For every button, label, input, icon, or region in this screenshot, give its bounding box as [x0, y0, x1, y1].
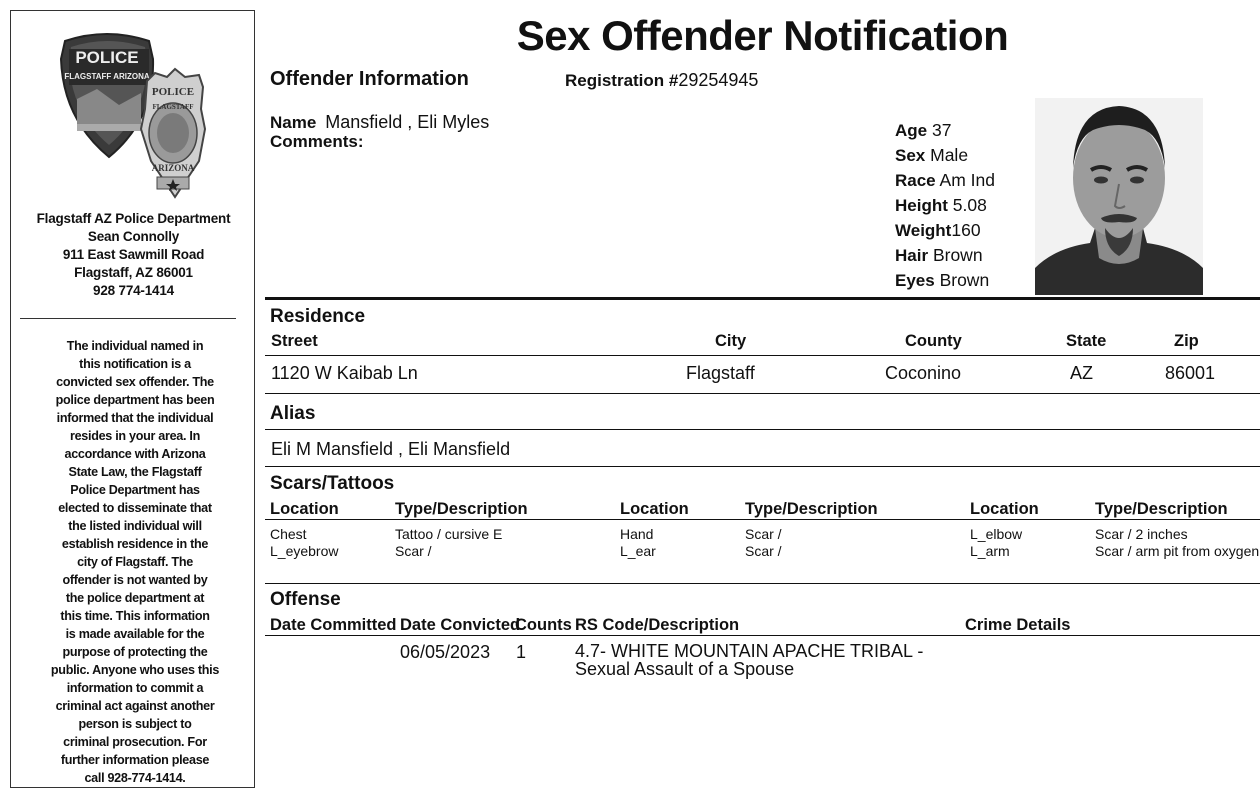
notice-line: the listed individual will — [68, 519, 202, 533]
detail-value: 5.08 — [952, 195, 987, 215]
alias-section-divider — [265, 466, 1260, 467]
offender-name — [270, 112, 489, 133]
notice-line: resides in your area. In — [70, 429, 200, 443]
detail-value: 160 — [951, 220, 981, 240]
sidebar-divider — [20, 318, 236, 319]
offense-date-convicted-header: Date Convicted — [400, 616, 521, 634]
residence-heading: Residence — [270, 306, 366, 327]
alias-value: Eli M Mansfield , Eli Mansfield — [271, 439, 511, 459]
scars-section-divider — [265, 583, 1260, 584]
svg-text:FLAGSTAFF ARIZONA: FLAGSTAFF ARIZONA — [64, 72, 150, 81]
detail-age — [895, 120, 951, 141]
residence-county-header: County — [905, 332, 962, 350]
residence-zip-header: Zip — [1174, 332, 1199, 350]
residence-city: Flagstaff — [686, 363, 755, 383]
scar-location: Chest — [270, 526, 307, 542]
page-title: Sex Offender Notification — [516, 12, 1009, 59]
offense-header-divider — [265, 635, 1260, 636]
residence-zip: 86001 — [1165, 363, 1216, 383]
offender-info-heading: Offender Information — [270, 68, 469, 90]
department-name: Flagstaff AZ Police Department — [36, 211, 231, 226]
scar-description: Scar / — [395, 543, 432, 559]
notice-line: accordance with Arizona — [64, 447, 206, 461]
scars-type-header: Type/Description — [1095, 500, 1228, 518]
residence-section-divider — [265, 393, 1260, 394]
notice-line: establish residence in the — [61, 537, 209, 551]
detail-height — [895, 195, 987, 216]
alias-heading: Alias — [270, 403, 316, 424]
detail-label: Age — [895, 121, 928, 140]
residence-header-divider — [265, 355, 1260, 356]
department-contact — [11, 210, 256, 300]
scar-description: Scar / 2 inches — [1095, 526, 1188, 542]
notice-line: police department has been — [55, 393, 215, 407]
notice-line: informed that the individual — [56, 411, 214, 425]
notice-line: is made available for the — [65, 627, 205, 641]
scar-description: Scar / — [745, 543, 782, 559]
scars-location-header: Location — [970, 500, 1039, 518]
scar-location: L_arm — [970, 543, 1010, 559]
address-line-2: Flagstaff, AZ 86001 — [74, 265, 193, 280]
scar-location: L_ear — [620, 543, 656, 559]
offense-details-header: Crime Details — [965, 616, 1071, 634]
svg-text:POLICE: POLICE — [75, 48, 139, 67]
scars-type-header: Type/Description — [745, 500, 878, 518]
notice-line: this notification is a — [79, 357, 191, 371]
phone-number: 928 774-1414 — [93, 283, 174, 298]
registration-number — [565, 70, 758, 91]
offense-code-line-1: 4.7- WHITE MOUNTAIN APACHE TRIBAL - — [575, 641, 924, 661]
notice-line: further information please — [60, 753, 210, 767]
scar-description: Scar / arm pit from oxygen — [1095, 543, 1260, 559]
offense-date-committed-header: Date Committed — [270, 616, 397, 634]
name-value: Mansfield , Eli Myles — [325, 112, 490, 132]
offender-section-divider — [265, 297, 1260, 300]
detail-label: Height — [895, 196, 948, 215]
offense-code — [575, 642, 923, 678]
residence-street: 1120 W Kaibab Ln — [271, 363, 418, 383]
notice-line: call 928-774-1414. — [84, 771, 186, 785]
scars-location-header: Location — [620, 500, 689, 518]
scars-type-header: Type/Description — [395, 500, 528, 518]
sidebar-panel — [10, 10, 255, 788]
residence-state-header: State — [1066, 332, 1107, 350]
notice-line: elected to disseminate that — [58, 501, 212, 515]
scar-description: Tattoo / cursive E — [395, 526, 503, 542]
notice-line: public. Anyone who uses this — [50, 663, 220, 677]
scar-location: L_elbow — [970, 526, 1023, 542]
scar-description: Scar / — [745, 526, 782, 542]
detail-value: 37 — [932, 120, 952, 140]
residence-county: Coconino — [885, 363, 962, 383]
offense-date-convicted: 06/05/2023 — [400, 642, 491, 662]
residence-state: AZ — [1070, 363, 1094, 383]
public-notice — [37, 337, 233, 787]
detail-value: Brown — [939, 270, 990, 290]
detail-label: Weight — [895, 221, 952, 240]
notice-line: offender is not wanted by — [62, 573, 208, 587]
detail-weight — [895, 220, 981, 241]
detail-sex — [895, 145, 968, 166]
notice-line: purpose of protecting the — [62, 645, 208, 659]
detail-value: Male — [930, 145, 969, 165]
scar-location: L_eyebrow — [270, 543, 339, 559]
offender-photo — [1035, 98, 1203, 295]
registration-value: 29254945 — [678, 70, 759, 90]
police-badge-logo — [57, 29, 207, 209]
offense-code-header: RS Code/Description — [575, 616, 740, 634]
offense-counts-header: Counts — [515, 616, 572, 634]
residence-street-header: Street — [271, 332, 318, 350]
detail-label: Eyes — [895, 271, 935, 290]
notice-line: criminal act against another — [55, 699, 215, 713]
alias-header-divider — [265, 429, 1260, 430]
notice-line: The individual named in — [66, 339, 204, 353]
notice-line: State Law, the Flagstaff — [68, 465, 202, 479]
detail-value: Am Ind — [939, 170, 995, 190]
residence-city-header: City — [715, 332, 747, 350]
detail-race — [895, 170, 995, 191]
detail-value: Brown — [932, 245, 983, 265]
notice-line: person is subject to — [78, 717, 192, 731]
name-label: Name — [270, 113, 317, 132]
offense-code-line-2: Sexual Assault of a Spouse — [575, 659, 795, 679]
scar-location: Hand — [620, 526, 654, 542]
detail-label: Hair — [895, 246, 929, 265]
offense-counts: 1 — [516, 642, 527, 662]
notice-line: Police Department has — [70, 483, 200, 497]
notice-line: convicted sex offender. The — [56, 375, 214, 389]
notice-line: city of Flagstaff. The — [77, 555, 193, 569]
svg-text:FLAGSTAFF: FLAGSTAFF — [152, 103, 194, 111]
scars-location-header: Location — [270, 500, 339, 518]
detail-hair — [895, 245, 983, 266]
detail-label: Race — [895, 171, 936, 190]
detail-eyes — [895, 270, 989, 291]
scars-header-divider — [265, 519, 1260, 520]
offense-heading: Offense — [270, 589, 341, 610]
notice-line: criminal prosecution. For — [63, 735, 207, 749]
notice-line: the police department at — [65, 591, 205, 605]
address-line-1: 911 East Sawmill Road — [62, 247, 205, 262]
scars-heading: Scars/Tattoos — [270, 473, 395, 494]
svg-text:ARIZONA: ARIZONA — [151, 163, 195, 173]
notice-line: this time. This information — [60, 609, 210, 623]
contact-name: Sean Connolly — [87, 229, 180, 244]
notice-line: information to commit a — [66, 681, 204, 695]
svg-text:POLICE: POLICE — [151, 86, 195, 98]
registration-label: Registration # — [565, 71, 679, 90]
comments-label: Comments: — [270, 132, 364, 151]
detail-label: Sex — [895, 146, 926, 165]
